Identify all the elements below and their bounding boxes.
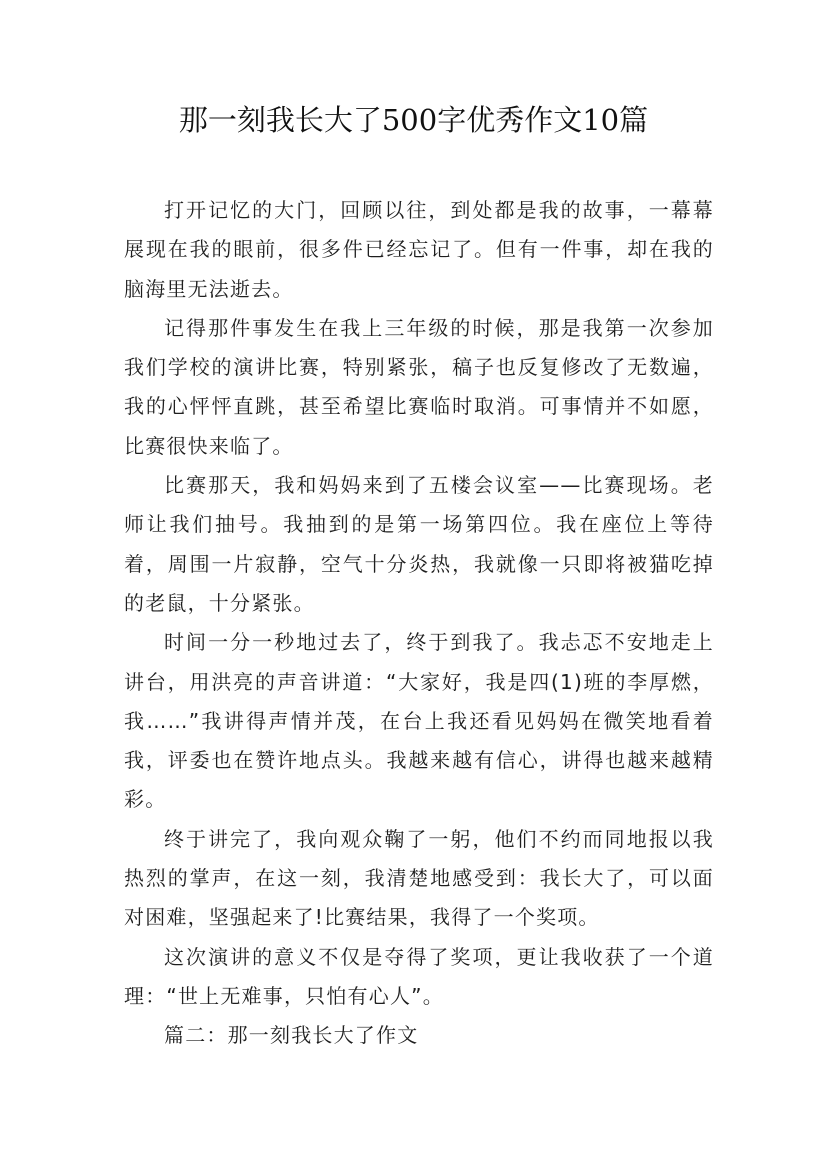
section-heading-part-two: 篇二：那一刻我长大了作文: [164, 1023, 419, 1048]
document-body: [124, 191, 714, 1056]
paragraph-3: 比赛那天，我和妈妈来到了五楼会议室——比赛现场。老师让我们抽号。我抽到的是第一场第四位。我在座位上等待着，周围一片寂静，空气十分炎热，我就像一只即将被猫吃掉的老鼠，十分紧张。: [124, 473, 714, 615]
paragraph-2: 记得那件事发生在我上三年级的时候，那是我第一次参加我们学校的演讲比赛，特别紧张，稿子也反复修改了无数遍，我的心怦怦直跳，甚至希望比赛临时取消。可事情并不如愿，比赛很快来临了。: [124, 315, 714, 458]
paragraph-5: 终于讲完了，我向观众鞠了一躬，他们不约而同地报以我热烈的掌声，在这一刻，我清楚地感受到：我长大了，可以面对困难，坚强起来了!比赛结果，我得了一个奖项。: [124, 826, 714, 930]
document-title: 那一刻我长大了500字优秀作文10篇: [178, 103, 649, 137]
paragraph-6: 这次演讲的意义不仅是夺得了奖项，更让我收获了一个道理：“世上无难事，只怕有心人”。: [124, 944, 714, 1008]
paragraph-1: 打开记忆的大门，回顾以往，到处都是我的故事，一幕幕展现在我的眼前，很多件已经忘记了。但有一件事，却在我的脑海里无法逝去。: [124, 198, 714, 301]
paragraph-4: 时间一分一秒地过去了，终于到我了。我忐忑不安地走上讲台，用洪亮的声音讲道：“大家好，我是四(1)班的李厚燃，我……”我讲得声情并茂，在台上我还看见妈妈在微笑地看着我，评委也在赞许地点头。我越来越有信心，讲得也越来越精彩。: [124, 630, 714, 812]
